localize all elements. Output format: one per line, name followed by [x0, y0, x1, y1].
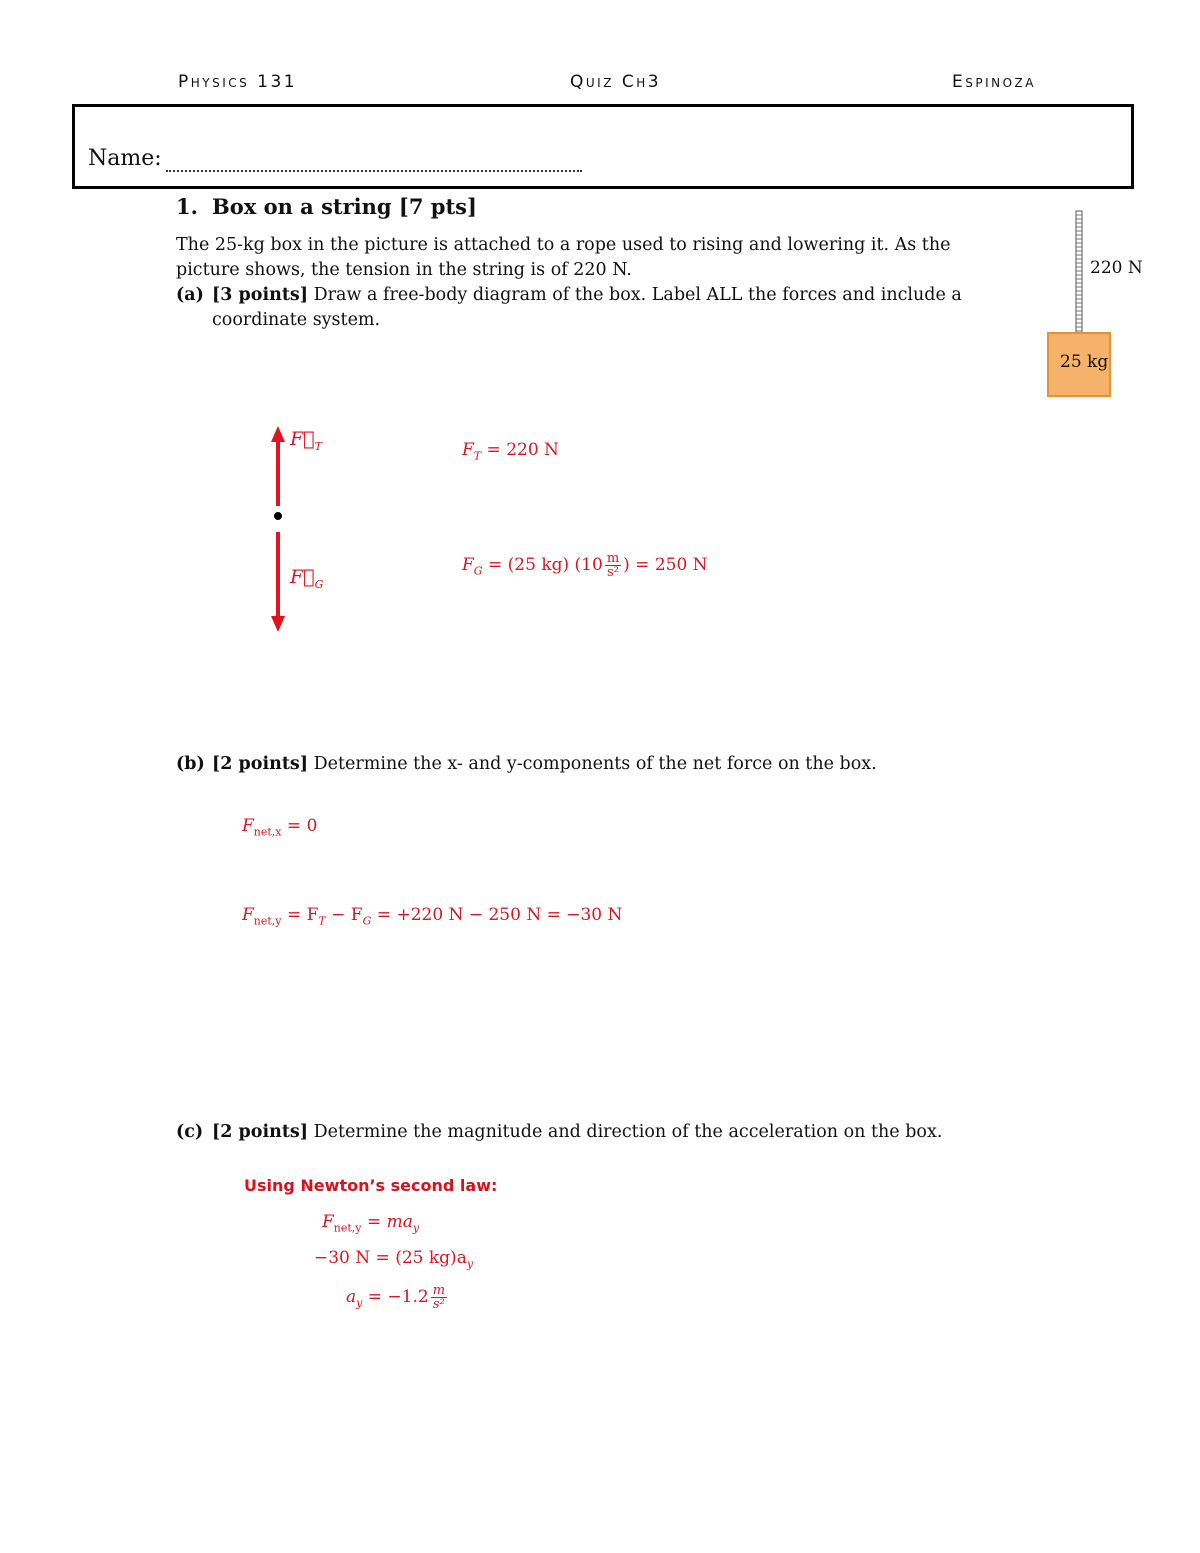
part-a-text: [212, 283, 982, 333]
tension-arrow-head: [271, 426, 285, 442]
part-a-label: (a): [176, 285, 204, 305]
name-label: Name:: [88, 146, 162, 171]
newton-equation-2: −30 N = (25 $kg)a_y$: [314, 1248, 474, 1271]
part-c-instruction: Determine the magnitude and direction of the acceleration on the box.: [313, 1122, 943, 1142]
tension-label: 220 N: [1090, 258, 1143, 278]
net-force-y-equation: $F_{net,y} = F_T - F_G = +220$ N − 250 N = −30 N: [242, 905, 623, 928]
part-a-instruction: Draw a free-body diagram of the box. Label ALL the forces and include a coordinate system.: [212, 285, 962, 330]
tension-vector-label: $F⃗_T$: [290, 428, 322, 453]
hanging-box-figure: [1040, 205, 1150, 405]
box-point: [274, 512, 282, 520]
free-body-diagram: [262, 420, 302, 645]
part-b-points: [2 points]: [212, 754, 309, 774]
newton-equation-1: $F_{net,y} = ma_y$: [322, 1212, 420, 1235]
quiz-title: Quiz Ch3: [570, 72, 662, 92]
tension-equation: $F_T = 220$ N: [462, 440, 559, 463]
question-title: [176, 194, 477, 219]
gravity-equation: $F_G = (25$ kg) (10 $\frac{m}{\text{s²}}$ ) = 250 N: [462, 551, 708, 580]
part-b-instruction: Determine the x- and y-components of the net force on the box.: [313, 754, 877, 774]
newton-law-heading: Using Newton’s second law:: [244, 1176, 498, 1195]
course-title: Physics 131: [178, 72, 298, 92]
gravity-arrow-head: [271, 616, 285, 632]
part-b-label: (b): [176, 754, 205, 774]
mass-label: 25 kg: [1060, 352, 1109, 372]
acceleration-result: $a_y = -1.2$ $\frac{m}{\text{s²}}$: [346, 1283, 446, 1312]
gravity-vector-label: $F⃗_G$: [290, 566, 324, 591]
question-number: 1.: [176, 194, 198, 219]
question-intro: The 25-kg box in the picture is attached to a rope used to rising and lowering it. As the picture shows, the tension in the string is of 220 N.: [176, 235, 951, 280]
instructor-name: Espinoza: [952, 72, 1036, 92]
part-c-label: (c): [176, 1122, 204, 1142]
name-line[interactable]: [166, 170, 582, 172]
part-a-points: [3 points]: [212, 285, 309, 305]
rope: [1076, 211, 1082, 333]
question-title-text: Box on a string [7 pts]: [212, 194, 477, 219]
part-c-text: [212, 1120, 982, 1145]
net-force-x-equation: $F_{net,x} = 0$: [242, 816, 318, 839]
name-box: [72, 104, 1134, 189]
part-b-text: [212, 752, 982, 777]
part-c-points: [2 points]: [212, 1122, 309, 1142]
